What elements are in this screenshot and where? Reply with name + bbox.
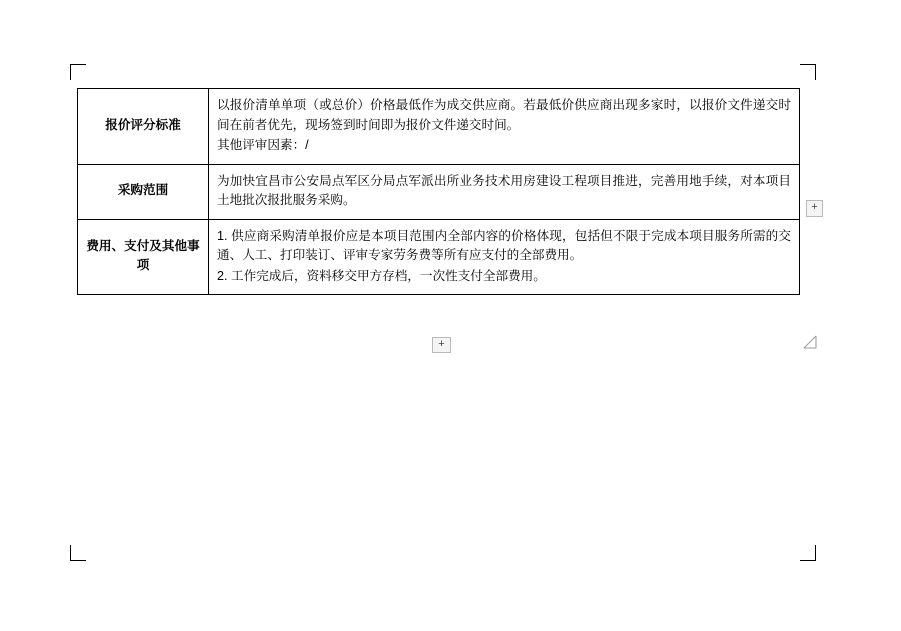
insert-row-button[interactable]: +	[432, 337, 451, 353]
paragraph: 2. 工作完成后，资料移交甲方存档，一次性支付全部费用。	[217, 268, 546, 283]
procurement-table	[77, 88, 800, 295]
row-label-scoring-criteria: 报价评分标准	[78, 89, 209, 165]
table-resize-handle[interactable]	[803, 335, 817, 349]
table-row	[78, 89, 800, 165]
paragraph: 以报价清单单项（或总价）价格最低作为成交供应商。若最低价供应商出现多家时，以报价文件递交时间在前者优先，现场签到时间即为报价文件递交时间。	[217, 98, 791, 132]
row-content-fees-payment	[209, 219, 800, 295]
row-label-procurement-scope: 采购范围	[78, 164, 209, 219]
paragraph: 为加快宜昌市公安局点军区分局点军派出所业务技术用房建设工程项目推进，完善用地手续，对本项目土地批次报批服务采购。	[217, 173, 791, 208]
row-label-fees-payment: 费用、支付及其他事项	[78, 219, 209, 295]
paragraph: 其他评审因素：/	[217, 138, 309, 153]
table-row	[78, 219, 800, 295]
table-row	[78, 164, 800, 219]
row-content-procurement-scope	[209, 164, 800, 219]
paragraph: 1. 供应商采购清单报价应是本项目范围内全部内容的价格体现，包括但不限于完成本项目服务所需的交通、人工、打印装订、评审专家劳务费等所有应支付的全部费用。	[217, 228, 791, 263]
insert-column-button[interactable]: +	[806, 200, 823, 217]
row-content-scoring-criteria	[209, 89, 800, 165]
